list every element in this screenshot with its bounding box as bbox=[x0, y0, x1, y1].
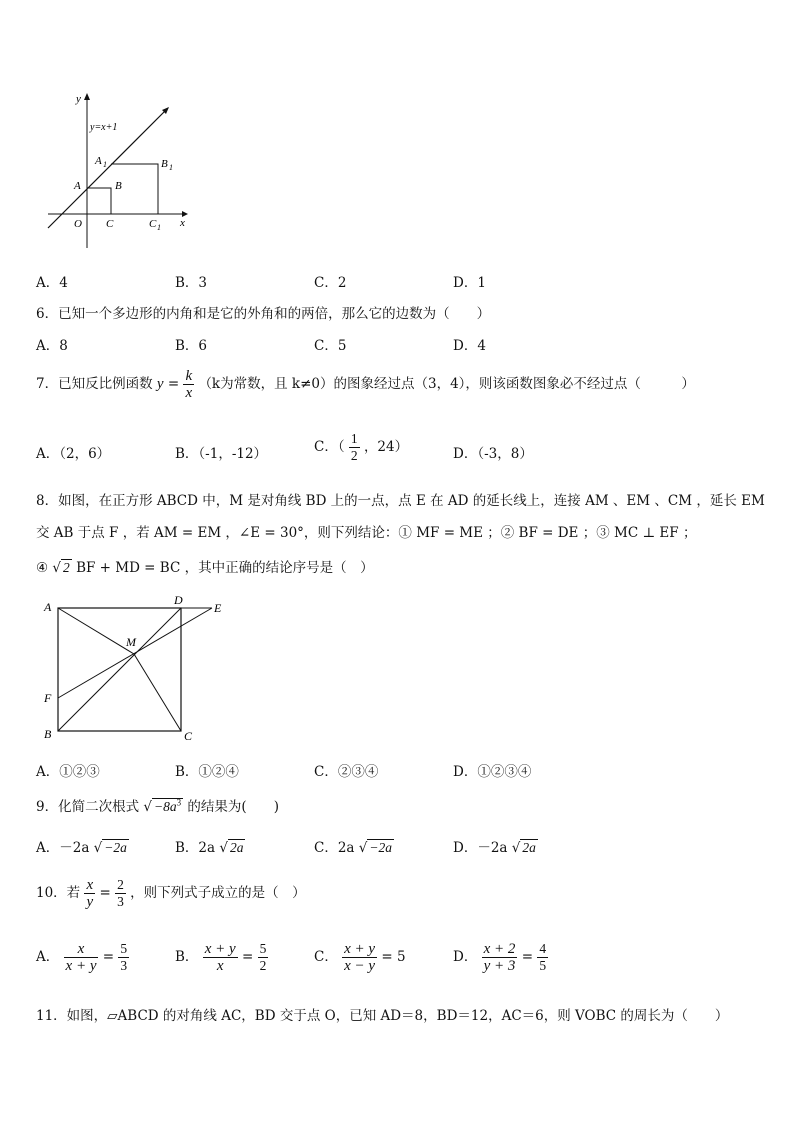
label-F: F bbox=[44, 691, 52, 705]
q6-option-c[interactable]: C．5 bbox=[314, 338, 347, 354]
q9-c-pre: C．2a bbox=[314, 840, 355, 856]
x-axis-label: x bbox=[180, 217, 185, 229]
q10-option-a[interactable] bbox=[36, 941, 129, 974]
q7-k: k bbox=[185, 368, 193, 384]
q7-option-c-post: ，24） bbox=[363, 439, 409, 455]
q7-text-pre: 7．已知反比例函数 bbox=[36, 376, 153, 392]
q8-line3-pre: ④ bbox=[36, 560, 49, 576]
label-B: B bbox=[115, 180, 122, 192]
q6-option-d[interactable]: D．4 bbox=[453, 338, 486, 354]
q10-b-rhs bbox=[258, 941, 269, 974]
q9-text-post: 的结果为( ) bbox=[187, 799, 279, 815]
q9-option-a[interactable]: A．－2a √ −2a bbox=[36, 840, 127, 856]
q7-c-num: 1 bbox=[350, 431, 358, 446]
q8-option-d[interactable]: D．①②③④ bbox=[453, 764, 532, 780]
q10-d-rden: 5 bbox=[539, 958, 547, 973]
q9-d-rad: 2a bbox=[522, 840, 536, 855]
label-E: E bbox=[214, 601, 222, 615]
q9-a-pre: A．－2a bbox=[36, 840, 90, 856]
q7-option-c[interactable] bbox=[314, 431, 408, 464]
segment-cm bbox=[134, 654, 181, 731]
q10-b-lhs bbox=[203, 941, 238, 974]
label-A1: A bbox=[95, 155, 102, 167]
segment-am bbox=[58, 608, 134, 654]
q6-question: 6．已知一个多边形的内角和是它的外角和的两倍，那么它的边数为（ ） bbox=[36, 306, 491, 322]
label-M: M bbox=[126, 635, 136, 649]
y-axis-label: y bbox=[76, 93, 81, 105]
q8-option-c[interactable]: C．②③④ bbox=[314, 764, 379, 780]
q10-y: y bbox=[86, 894, 94, 910]
q10-text-post: ，则下列式子成立的是（ ） bbox=[130, 885, 306, 901]
label-A: A bbox=[74, 180, 81, 192]
q10-a-rhs bbox=[118, 941, 129, 974]
q10-fraction-23 bbox=[115, 877, 126, 910]
q9-b-rad: 2a bbox=[229, 840, 244, 855]
label-C: C bbox=[106, 218, 114, 230]
q10-b-den: x bbox=[216, 958, 224, 974]
q10-d-lhs bbox=[482, 941, 518, 974]
q7-fraction bbox=[183, 368, 194, 401]
q10-c-r: 5 bbox=[396, 949, 406, 965]
q7-c-den: 2 bbox=[350, 448, 358, 463]
label-D: D bbox=[174, 593, 183, 607]
q8-option-b[interactable]: B．①②④ bbox=[175, 764, 239, 780]
q10-d-rhs bbox=[537, 941, 548, 974]
q10-b-label: B． bbox=[175, 949, 199, 965]
q10-c-den: x − y bbox=[344, 958, 376, 974]
q10-c-num: x + y bbox=[344, 941, 376, 957]
q8-line3-post: BF + MD = BC ，其中正确的结论序号是（ ） bbox=[76, 560, 374, 576]
q10-d-label: D． bbox=[453, 949, 478, 965]
label-C: C bbox=[184, 729, 193, 743]
q7-option-d[interactable]: D．（-3，8） bbox=[453, 446, 533, 462]
q10-b-eq: = bbox=[241, 949, 254, 965]
q10-c-lhs bbox=[342, 941, 377, 974]
q6-option-b[interactable]: B．6 bbox=[175, 338, 208, 354]
q7-option-c-pre: C．（ bbox=[314, 439, 345, 455]
label-B: B bbox=[44, 727, 52, 741]
q10-a-lhs bbox=[64, 941, 99, 974]
q7-question bbox=[36, 368, 695, 401]
q7-option-c-fraction bbox=[349, 431, 360, 464]
q9-exp: 3 bbox=[176, 797, 182, 808]
q9-c-rad: −2a bbox=[369, 840, 392, 855]
q8-line2: 交 AB 于点 F ，若 AM = EM ，∠E = 30°，则下列结论：① MF = ME ；② BF = DE ；③ MC ⊥ EF ； bbox=[36, 525, 697, 541]
q10-fraction-xy bbox=[84, 877, 95, 910]
q9-radicand bbox=[152, 798, 183, 814]
q10-a-label: A． bbox=[36, 949, 60, 965]
q10-question bbox=[36, 877, 306, 910]
q7-eq: = bbox=[167, 376, 180, 392]
q7-option-a[interactable]: A．（2，6） bbox=[36, 446, 111, 462]
q10-a-num: x bbox=[64, 941, 99, 958]
q11-question: 11．如图，▱ABCD 的对角线 AC，BD 交于点 O，已知 AD＝8，BD＝12，AC＝6，则 VOBC 的周长为（ ） bbox=[36, 1008, 729, 1024]
q10-a-rden: 3 bbox=[120, 958, 128, 973]
line-label: y=x+1 bbox=[90, 122, 118, 133]
q9-b-pre: B．2a bbox=[175, 840, 216, 856]
q10-a-rnum: 5 bbox=[120, 941, 128, 956]
q10-d-den: y + 3 bbox=[483, 958, 516, 974]
diagonal-bd bbox=[58, 608, 181, 731]
q5-option-b[interactable]: B．3 bbox=[175, 275, 208, 291]
label-O: O bbox=[74, 218, 82, 230]
q10-c-label: C． bbox=[314, 949, 338, 965]
label-A1-sub: 1 bbox=[103, 160, 107, 169]
q9-a-rad: −2a bbox=[104, 840, 127, 855]
q10-c-eq: = bbox=[381, 949, 393, 965]
q5-option-c[interactable]: C．2 bbox=[314, 275, 347, 291]
y-axis-arrow bbox=[84, 93, 90, 100]
q10-a-eq: = bbox=[102, 949, 115, 965]
q9-d-pre: D．－2a bbox=[453, 840, 508, 856]
label-A: A bbox=[44, 600, 52, 614]
q10-d-eq: = bbox=[521, 949, 534, 965]
q9-question: 9．化简二次根式 √ $-8a^3$ 的结果为( ) bbox=[36, 797, 279, 815]
q10-2: 2 bbox=[117, 877, 124, 892]
q10-3: 3 bbox=[117, 894, 124, 909]
q8-line1: 8．如图，在正方形 ABCD 中，M 是对角线 BD 上的一点，点 E 在 AD 的延长线上，连接 AM 、EM 、CM ，延长 EM bbox=[36, 493, 765, 509]
q9-option-b[interactable]: B．2a √ 2a bbox=[175, 840, 244, 856]
q7-x: x bbox=[185, 385, 193, 401]
coordinate-figure bbox=[40, 88, 200, 258]
label-B1-sub: 1 bbox=[169, 163, 173, 172]
q10-b-rnum: 5 bbox=[259, 941, 267, 956]
q10-d-rnum: 4 bbox=[539, 941, 547, 956]
q7-option-b[interactable]: B．（-1，-12） bbox=[175, 446, 268, 462]
label-C1-sub: 1 bbox=[157, 223, 161, 232]
q9-text-pre: 9．化简二次根式 bbox=[36, 799, 140, 815]
q8-sqrt2: 2 bbox=[63, 560, 70, 575]
q9-option-c[interactable]: C．2a √ −2a bbox=[314, 840, 392, 856]
q10-b-num: x + y bbox=[204, 941, 236, 957]
q5-option-d[interactable]: D．1 bbox=[453, 275, 486, 291]
q10-d-num: x + 2 bbox=[483, 941, 516, 957]
q10-eq: = bbox=[99, 885, 111, 901]
q5-option-a[interactable]: A．4 bbox=[36, 275, 68, 291]
q8-line3: ④ √ 2 BF + MD = BC ，其中正确的结论序号是（ ） bbox=[36, 560, 374, 576]
q6-option-a[interactable]: A．8 bbox=[36, 338, 68, 354]
q7-y: y bbox=[156, 376, 164, 392]
q10-b-rden: 2 bbox=[259, 958, 267, 973]
label-C1: C bbox=[149, 218, 157, 230]
q10-option-b[interactable] bbox=[175, 941, 268, 974]
q7-text-post: （k为常数，且 k≠0）的图象经过点（3，4），则该函数图象必不经过点（ ） bbox=[198, 376, 695, 392]
q9-option-d[interactable]: D．－2a √ 2a bbox=[453, 840, 536, 856]
square-figure bbox=[36, 592, 236, 748]
q10-text-pre: 10．若 bbox=[36, 885, 81, 901]
q10-a-den: x + y bbox=[65, 958, 97, 974]
q10-option-d[interactable] bbox=[453, 941, 548, 974]
label-B1: B bbox=[161, 158, 168, 170]
q10-option-c[interactable] bbox=[314, 941, 406, 974]
q8-option-a[interactable]: A．①②③ bbox=[36, 764, 100, 780]
small-square bbox=[87, 188, 111, 214]
q9-rad: −8a bbox=[154, 799, 177, 814]
q10-x: x bbox=[86, 877, 94, 893]
